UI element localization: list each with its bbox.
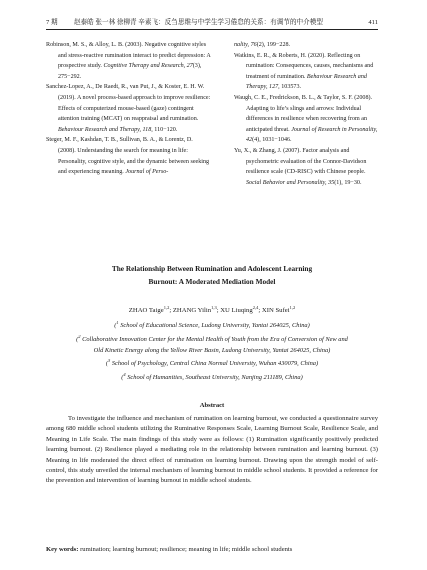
reference-entry: nality, 76(2), 199−228.: [234, 42, 291, 48]
author-affiliation-marker: 2,4: [252, 305, 259, 310]
reference-entry: Sanchez-Lopez, A., De Raedt, R., van Put, J., & Koster, E. H. W. (2019). A novel process-based approach to improve resilience: Effects of computerized mouse-based (gaze) contingent attention training (MCAT) on reappraisal and rumination. Behaviour Research and Therapy, 118, 110−120.: [46, 84, 211, 133]
references-left-column: [46, 40, 211, 178]
author-name: ZHAO Taige: [128, 307, 164, 315]
running-header: [46, 8, 378, 30]
reference-entry: Robinson, M. S., & Alloy, L. B. (2003). Negative cognitive styles and stress-reactive rumination interact to predict depression: A prospective study. Cognitive Therapy and Research, 27(3), 275−292.: [46, 42, 211, 80]
reference-entry: Waugh, C. E., Fredrickson, B. L., & Taylor, S. F. (2008). Adapting to life’s slings and arrows: Individual differences in resilience when recovering from an anticipated threat. Journal of Research in Personality, 42(4), 1031−1046.: [234, 94, 378, 144]
affiliation-1: ($^1$ School of Educational Science, Ludong University, Yantai 264025, China): [114, 320, 310, 330]
author-affiliation-marker: 1,2: [163, 305, 170, 310]
affiliation-3: ($^3$ School of Psychology, Central China Normal University, Wuhan 430079, China): [105, 358, 319, 368]
reference-entry: Yu, X., & Zhang, J. (2007). Factor analysis and psychometric evaluation of the Connor-Davidson resilience scale (CD-RISC) with Chinese people. Social Behavior and Personality, 35(1), 19−30.: [234, 147, 367, 186]
english-title-line-1: The Relationship Between Rumination and Adolescent Learning: [111, 264, 313, 273]
running-title: 赵泰皓 张一林 徐柳青 辛素飞：反刍思维与中学生学习倦怠的关系：有调节的中介模型: [74, 19, 323, 26]
author-name: XIN Sufei: [261, 307, 290, 315]
english-title-line-2: Burnout: A Moderated Mediation Model: [148, 277, 276, 286]
author-name: XU Liuqing: [220, 307, 253, 315]
affiliation-2: ($^2$ Collaborative Innovation Center for the Mental Health of Youth from the Era of Conversion of New and Old Kinetic Energy along the Yellow River Basin, Ludong University, Yantai 264025, China): [76, 334, 348, 354]
author-affiliation-marker: 1,2: [289, 305, 296, 310]
keywords-list: rumination; learning burnout; resilience; meaning in life; middle school students: [80, 546, 293, 553]
abstract-heading: Abstract: [199, 402, 225, 409]
references-right-column: [234, 40, 379, 188]
abstract-text: To investigate the influence and mechanism of rumination on learning burnout, we conducted a questionnaire survey among 680 middle school students utilizing the Ruminative Responses Scale, Learning Burnout Scale, Resilience Scale, and Meaning in Life Scale. The main findings of this study were as follows: (1) Rumination significantly positively predicted learning burnout. (2) Resilience played a mediating role in the relationship between rumination and learning burnout. (3) Meaning in life moderated the direct effect of rumination on learning burnout. Drawing upon the strength model of self-control, this study unveiled the internal mechanism of learning burnout in middle school students. It provided a reference for the prevention and intervention of learning burnout in middle school students.: [46, 415, 378, 485]
reference-entry: Steger, M. F., Kashdan, T. B., Sullivan, B. A., & Lorentz, D. (2008). Understanding the search for meaning in life: Personality, cognitive style, and the dynamic between seeking and experiencing meaning. Journal of Perso-: [46, 137, 210, 176]
author-affiliation-marker: 1,3: [211, 305, 217, 310]
affiliation-4: ($^4$ School of Humanities, Southeast University, Nanjing 211189, China): [121, 372, 303, 382]
reference-entry: Watkins, E. R., & Roberts, H. (2020). Reflecting on rumination: Consequences, causes, mechanisms and treatment of rumination. Behaviour Research and Therapy, 127, 103573.: [234, 52, 374, 91]
page-number: 411: [368, 19, 378, 26]
keywords-label: Key words:: [46, 546, 79, 553]
author-list: ZHAO Taige$^{1,2}$; ZHANG Yilin$^{1,3}$; XU Liuqing$^{2,4}$; XIN Sufei$^{1,2}$: [128, 305, 296, 315]
issue-number: 7 期: [46, 19, 58, 26]
keywords: [46, 546, 378, 553]
author-name: ZHANG Yilin: [172, 307, 212, 315]
